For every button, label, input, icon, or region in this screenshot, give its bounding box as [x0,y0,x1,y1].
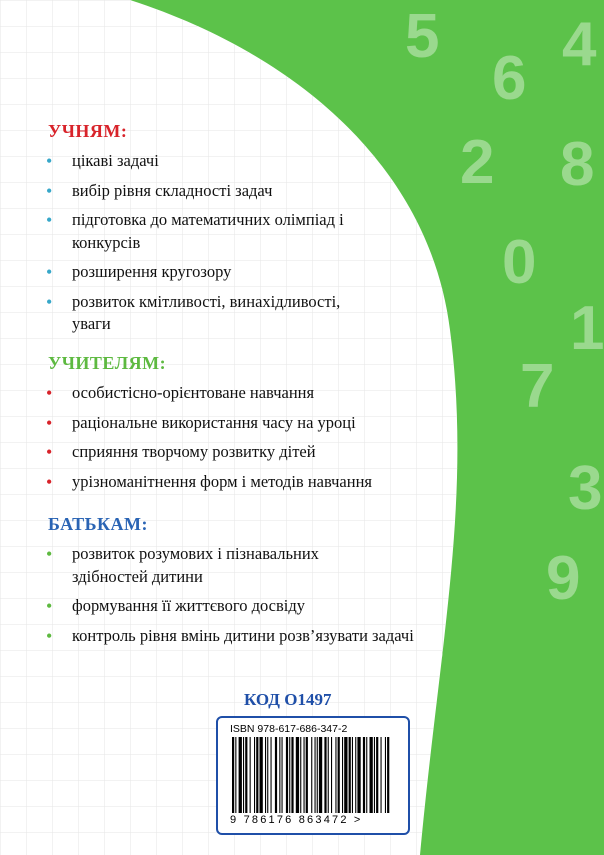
barcode-bar [344,737,347,813]
barcode-bar [366,737,367,813]
barcode-bar [381,737,382,813]
bullet-icon: • [46,262,53,282]
list-item: • урізноманітнення форм і методів навчання [46,471,373,492]
list-item: • розширення кругозору [46,262,232,282]
list-item: • підготовка до математичних олімпіад і конкурсів [46,210,344,252]
list-item: • раціональне використання часу на уроці [46,412,356,433]
barcode-block [216,716,410,835]
isbn-label: ISBN 978-617-686-347-2 [230,723,348,735]
bullet-icon: • [46,544,53,564]
barcode-bar [265,737,266,813]
barcode-bar [282,737,283,813]
bullet-icon: • [46,151,53,171]
bullet-icon: • [46,625,53,646]
barcode-bar [260,737,263,813]
barcode-bar [291,737,293,813]
barcode-bar [289,737,290,813]
students-heading: УЧНЯМ: [48,121,128,141]
students-list [44,150,464,336]
barcode-bar [357,737,360,813]
decor-digit: 1 [570,294,604,363]
barcode-bar [352,737,353,813]
decor-digit: 6 [492,44,527,113]
barcode-bar [349,737,351,813]
decor-digit: 9 [546,544,581,613]
list-item: • формування її життєвого досвіду [46,596,305,616]
decor-digit: 4 [562,10,597,79]
barcode-bar [387,737,389,813]
barcode-bar [239,737,242,813]
barcode-bar [355,737,356,813]
barcode-bar [319,737,322,813]
barcode-bar [250,737,251,813]
decor-digit: 7 [520,352,555,421]
decor-digit: 8 [560,130,595,199]
list-item: • розвиток кмітливості, винахідливості, уваги [46,291,341,333]
barcode-icon [230,737,394,815]
barcode-bar [267,737,268,813]
barcode-bar [385,737,386,813]
barcode-bar [342,737,343,813]
decor-digit: 0 [502,228,537,297]
bullet-icon: • [46,596,53,616]
bullet-icon: • [46,210,53,230]
barcode-bar [275,737,277,813]
barcode-bar [315,737,316,813]
list-item: • вибір рівня складності задач [46,180,273,201]
decor-digit: 3 [568,454,603,523]
barcode-bar [324,737,326,813]
barcode-bar [271,737,272,813]
barcode-bar [254,737,255,813]
barcode-bar [232,737,234,813]
list-item: • особистісно-орієнтоване навчання [46,383,315,403]
barcode-bar [328,737,329,813]
section-parents [44,513,464,654]
barcode-bar [335,737,336,813]
bullet-icon: • [46,180,53,201]
bullet-icon: • [46,291,53,312]
barcode-bar [374,737,375,813]
list-item: • цікаві задачі [46,151,159,171]
bullet-icon: • [46,442,53,462]
list-item: • сприяння творчому розвитку дітей [46,442,316,462]
barcode-bar [317,737,318,813]
section-teachers [44,352,464,500]
parents-list [44,543,464,647]
decor-digit: 2 [460,128,495,197]
barcode-bar [370,737,373,813]
parents-heading: БАТЬКАМ: [48,514,149,534]
barcode-bar [279,737,280,813]
barcode-bar [304,737,305,813]
teachers-heading: УЧИТЕЛЯМ: [48,353,167,373]
product-code: КОД О1497 [244,690,332,709]
barcode-bar [311,737,312,813]
barcode-bar [306,737,308,813]
bullet-icon: • [46,383,53,403]
barcode-bar [235,737,236,813]
barcode-bar [245,737,247,813]
barcode-bar [331,737,332,813]
barcode-bar [256,737,258,813]
section-students [44,120,464,343]
teachers-list [44,382,464,493]
barcode-bar [286,737,288,813]
barcode-bar [338,737,340,813]
bullet-icon: • [46,412,53,433]
bullet-icon: • [46,471,53,492]
barcode-bar [296,737,299,813]
barcode-bar [300,737,301,813]
barcode-bar [376,737,378,813]
ean-digits: 9 786176 863472 > [230,814,363,826]
list-item: • контроль рівня вмінь дитини розв’язувати задачі [46,625,414,646]
barcode-bar [243,737,244,813]
barcode-bar [363,737,365,813]
decor-digit: 5 [405,2,440,71]
list-item: • розвиток розумових і пізнавальних здібностей дитини [46,544,319,586]
